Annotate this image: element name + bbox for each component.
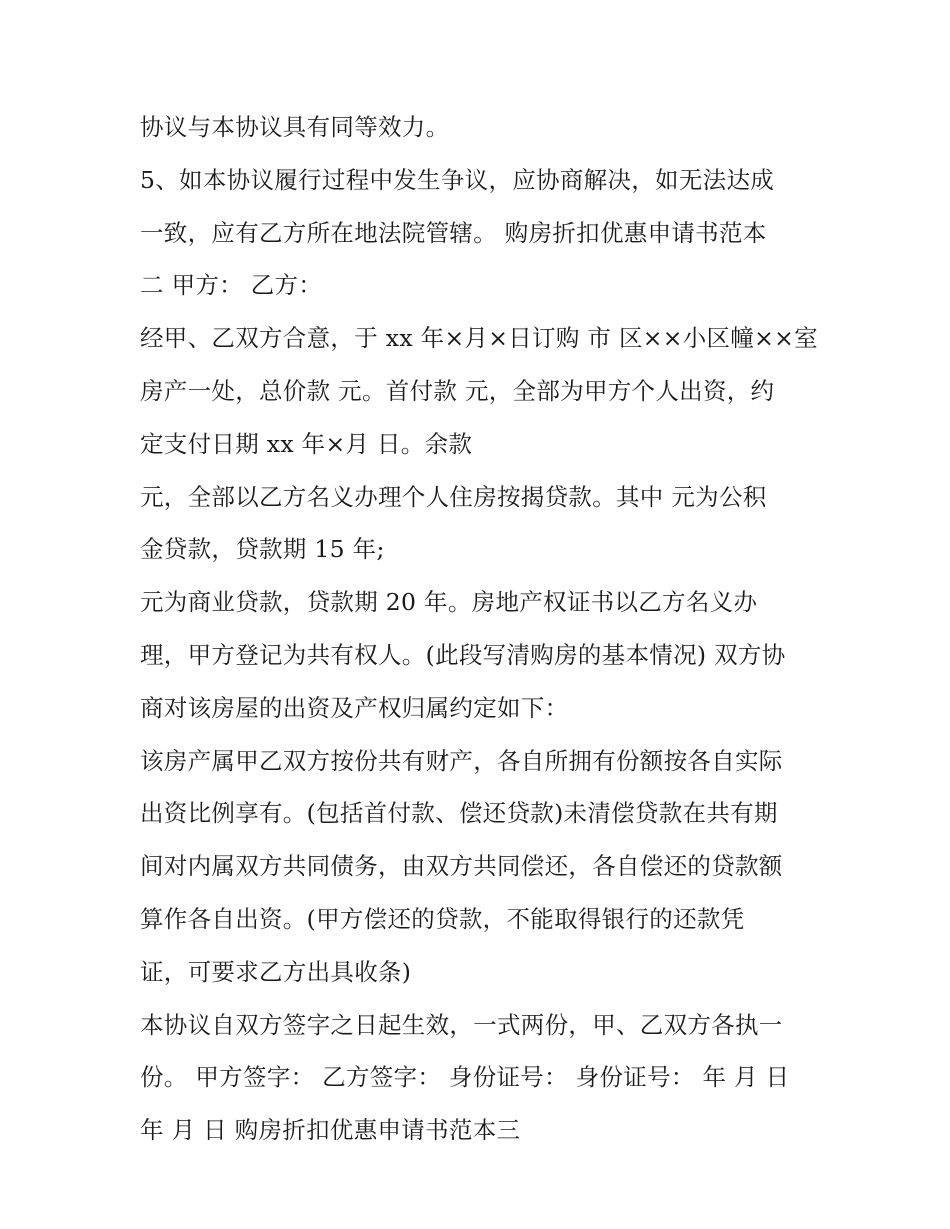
text-line: 定支付日期 xx 年×月 日。余款 <box>140 429 473 458</box>
text-line: 协议与本协议具有同等效力。 <box>140 113 450 141</box>
text-line: 间对内属双方共同债务，由双方共同偿还，各自偿还的贷款额 <box>140 852 783 881</box>
text-line: 二 甲方： 乙方： <box>140 271 323 300</box>
text-line: 本协议自双方签字之日起生效，一式两份，甲、乙双方各执一 <box>140 1010 783 1039</box>
text-line: 份。 甲方签字： 乙方签字： 身份证号： 身份证号： 年 月 日 <box>140 1063 790 1092</box>
text-line: 证，可要求乙方出具收条) <box>140 957 412 986</box>
text-line: 房产一处，总价款 元。首付款 元，全部为甲方个人出资，约 <box>140 376 775 405</box>
text-line: 一致，应有乙方所在地法院管辖。 购房折扣优惠申请书范本 <box>140 218 767 247</box>
text-line: 算作各自出资。(甲方偿还的贷款，不能取得银行的还款凭 <box>140 904 745 933</box>
text-line: 年 月 日 购房折扣优惠申请书范本三 <box>140 1116 521 1145</box>
text-line: 元，全部以乙方名义办理个人住房按揭贷款。其中 元为公积 <box>140 482 767 511</box>
text-line: 5、如本协议履行过程中发生争议，应协商解决，如无法达成 <box>140 165 775 194</box>
text-line: 出资比例享有。(包括首付款、偿还贷款)未清偿贷款在共有期 <box>140 799 778 828</box>
text-line: 商对该房屋的出资及产权归属约定如下： <box>140 693 569 722</box>
text-line: 金贷款，贷款期 15 年; <box>140 535 385 564</box>
text-line: 该房产属甲乙双方按份共有财产，各自所拥有份额按各自实际 <box>140 746 783 775</box>
document-body <box>140 101 840 1157</box>
text-line: 元为商业贷款，贷款期 20 年。房地产权证书以乙方名义办 <box>140 588 758 617</box>
text-line: 理，甲方登记为共有权人。(此段写清购房的基本情况) 双方协 <box>140 640 786 669</box>
text-line: 经甲、乙双方合意，于 xx 年×月×日订购 市 区××小区幢××室 <box>140 324 818 353</box>
